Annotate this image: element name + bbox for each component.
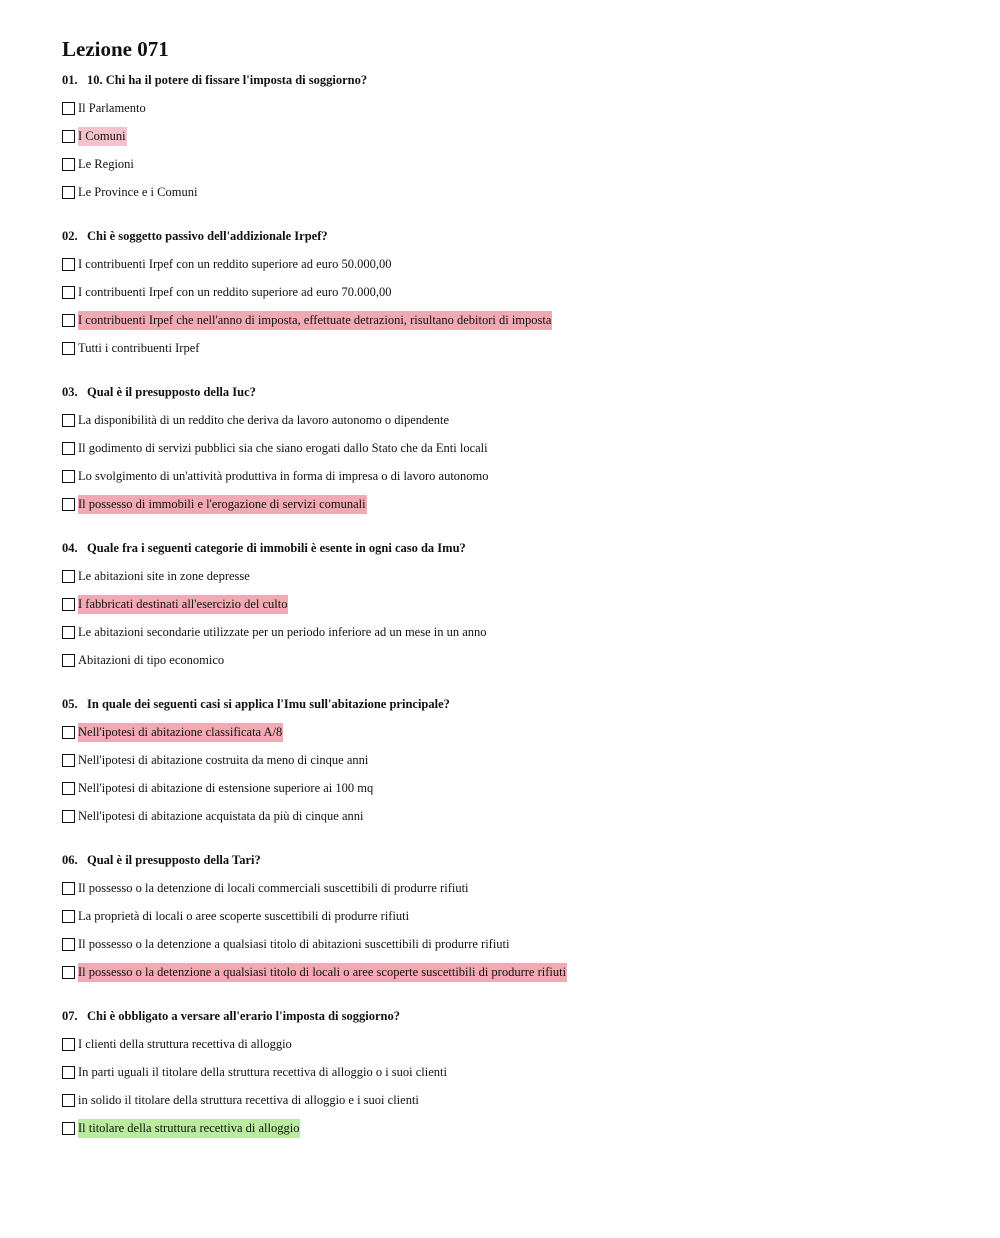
answer-label: La disponibilità di un reddito che deriva da lavoro autonomo o dipendente — [78, 412, 450, 427]
question-title — [62, 1008, 962, 1024]
answer-option[interactable] — [62, 94, 962, 122]
answer-label: Nell'ipotesi di abitazione acquistata da più di cinque anni — [78, 808, 364, 823]
page-title: Lezione 071 — [62, 37, 169, 61]
answer-checkbox[interactable] — [62, 810, 75, 823]
answer-option[interactable] — [62, 1030, 962, 1058]
answer-label: Lo svolgimento di un'attività produttiva in forma di impresa o di lavoro autonomo — [78, 468, 489, 483]
question-number: 02. — [62, 229, 78, 243]
document-page — [62, 36, 962, 1142]
answer-label: Le Province e i Comuni — [78, 184, 198, 199]
answer-option[interactable] — [62, 774, 962, 802]
answer-option[interactable] — [62, 874, 962, 902]
answer-label: I contribuenti Irpef con un reddito superiore ad euro 50.000,00 — [78, 256, 392, 271]
answer-checkbox[interactable] — [62, 910, 75, 923]
answer-label: Le Regioni — [78, 156, 134, 171]
question-title — [62, 540, 962, 556]
answer-checkbox[interactable] — [62, 654, 75, 667]
answer-label: Nell'ipotesi di abitazione costruita da meno di cinque anni — [78, 752, 369, 767]
answer-checkbox[interactable] — [62, 570, 75, 583]
question-title — [62, 72, 962, 88]
answer-label: Le abitazioni site in zone depresse — [78, 568, 250, 583]
answer-label: Tutti i contribuenti Irpef — [78, 340, 200, 355]
answer-option[interactable] — [62, 150, 962, 178]
answer-checkbox[interactable] — [62, 470, 75, 483]
question-number: 07. — [62, 1009, 78, 1023]
answer-option[interactable] — [62, 122, 962, 150]
answer-option[interactable] — [62, 490, 962, 518]
question-number: 06. — [62, 853, 78, 867]
answer-option[interactable] — [62, 958, 962, 986]
answer-option[interactable] — [62, 434, 962, 462]
answer-option[interactable] — [62, 902, 962, 930]
answer-option[interactable] — [62, 746, 962, 774]
question-text: 10. Chi ha il potere di fissare l'imposta di soggiorno? — [87, 73, 368, 87]
answer-checkbox[interactable] — [62, 598, 75, 611]
answer-option[interactable] — [62, 462, 962, 490]
answer-checkbox[interactable] — [62, 626, 75, 639]
answer-checkbox[interactable] — [62, 726, 75, 739]
question-title — [62, 696, 962, 712]
answer-checkbox[interactable] — [62, 1066, 75, 1079]
answer-option[interactable] — [62, 278, 962, 306]
question-text: Chi è obbligato a versare all'erario l'imposta di soggiorno? — [87, 1009, 400, 1023]
question-title — [62, 852, 962, 868]
answer-checkbox[interactable] — [62, 286, 75, 299]
answer-label: Il possesso o la detenzione a qualsiasi titolo di locali o aree scoperte suscettibili di produrre rifiuti — [78, 963, 567, 982]
answer-checkbox[interactable] — [62, 258, 75, 271]
answer-label: I contribuenti Irpef con un reddito superiore ad euro 70.000,00 — [78, 284, 392, 299]
answer-label: in solido il titolare della struttura recettiva di alloggio e i suoi clienti — [78, 1092, 419, 1107]
answer-label: I Comuni — [78, 127, 127, 146]
question-title — [62, 384, 962, 400]
answer-option[interactable] — [62, 930, 962, 958]
answer-option[interactable] — [62, 406, 962, 434]
answer-label: Abitazioni di tipo economico — [78, 652, 225, 667]
answer-checkbox[interactable] — [62, 186, 75, 199]
answer-checkbox[interactable] — [62, 1094, 75, 1107]
answer-checkbox[interactable] — [62, 158, 75, 171]
answer-option[interactable] — [62, 802, 962, 830]
answer-label: La proprietà di locali o aree scoperte suscettibili di produrre rifiuti — [78, 908, 410, 923]
answer-checkbox[interactable] — [62, 442, 75, 455]
answer-label: In parti uguali il titolare della struttura recettiva di alloggio o i suoi clienti — [78, 1064, 447, 1079]
answer-label: I fabbricati destinati all'esercizio del culto — [78, 595, 288, 614]
answer-label: I clienti della struttura recettiva di alloggio — [78, 1036, 292, 1051]
answer-checkbox[interactable] — [62, 342, 75, 355]
answer-checkbox[interactable] — [62, 782, 75, 795]
question-block — [62, 1008, 962, 1142]
answer-checkbox[interactable] — [62, 882, 75, 895]
question-block — [62, 384, 962, 518]
answer-option[interactable] — [62, 1086, 962, 1114]
question-text: Qual è il presupposto della Iuc? — [87, 385, 256, 399]
answer-label: I contribuenti Irpef che nell'anno di imposta, effettuate detrazioni, risultano debitori di imposta — [78, 311, 552, 330]
question-text: In quale dei seguenti casi si applica l'Imu sull'abitazione principale? — [87, 697, 450, 711]
answer-checkbox[interactable] — [62, 130, 75, 143]
question-block — [62, 72, 962, 206]
answer-option[interactable] — [62, 334, 962, 362]
answer-checkbox[interactable] — [62, 1038, 75, 1051]
answer-label: Il titolare della struttura recettiva di alloggio — [78, 1119, 300, 1138]
answer-label: Le abitazioni secondarie utilizzate per un periodo inferiore ad un mese in un anno — [78, 624, 487, 639]
question-list — [62, 72, 962, 1142]
answer-label: Il possesso o la detenzione di locali commerciali suscettibili di produrre rifiuti — [78, 880, 469, 895]
answer-checkbox[interactable] — [62, 314, 75, 327]
question-text: Chi è soggetto passivo dell'addizionale Irpef? — [87, 229, 328, 243]
answer-option[interactable] — [62, 306, 962, 334]
question-text: Qual è il presupposto della Tari? — [87, 853, 261, 867]
answer-label: Il godimento di servizi pubblici sia che siano erogati dallo Stato che da Enti locali — [78, 440, 488, 455]
answer-label: Il Parlamento — [78, 100, 146, 115]
answer-option[interactable] — [62, 590, 962, 618]
answer-option[interactable] — [62, 178, 962, 206]
question-block — [62, 228, 962, 362]
question-number: 04. — [62, 541, 78, 555]
answer-checkbox[interactable] — [62, 102, 75, 115]
question-title — [62, 228, 962, 244]
question-number: 03. — [62, 385, 78, 399]
question-block — [62, 540, 962, 674]
question-number: 05. — [62, 697, 78, 711]
answer-option[interactable] — [62, 618, 962, 646]
answer-option[interactable] — [62, 718, 962, 746]
answer-option[interactable] — [62, 250, 962, 278]
answer-option[interactable] — [62, 1114, 962, 1142]
answer-checkbox[interactable] — [62, 754, 75, 767]
answer-label: Nell'ipotesi di abitazione classificata A/8 — [78, 723, 283, 742]
question-text: Quale fra i seguenti categorie di immobili è esente in ogni caso da Imu? — [87, 541, 466, 555]
answer-checkbox[interactable] — [62, 498, 75, 511]
answer-checkbox[interactable] — [62, 414, 75, 427]
answer-option[interactable] — [62, 562, 962, 590]
answer-label: Il possesso o la detenzione a qualsiasi titolo di abitazioni suscettibili di produrre rifiuti — [78, 936, 510, 951]
answer-option[interactable] — [62, 1058, 962, 1086]
question-number: 01. — [62, 73, 78, 87]
answer-checkbox[interactable] — [62, 1122, 75, 1135]
answer-checkbox[interactable] — [62, 938, 75, 951]
question-block — [62, 852, 962, 986]
answer-option[interactable] — [62, 646, 962, 674]
answer-label: Il possesso di immobili e l'erogazione di servizi comunali — [78, 495, 367, 514]
answer-checkbox[interactable] — [62, 966, 75, 979]
answer-label: Nell'ipotesi di abitazione di estensione superiore ai 100 mq — [78, 780, 374, 795]
question-block — [62, 696, 962, 830]
